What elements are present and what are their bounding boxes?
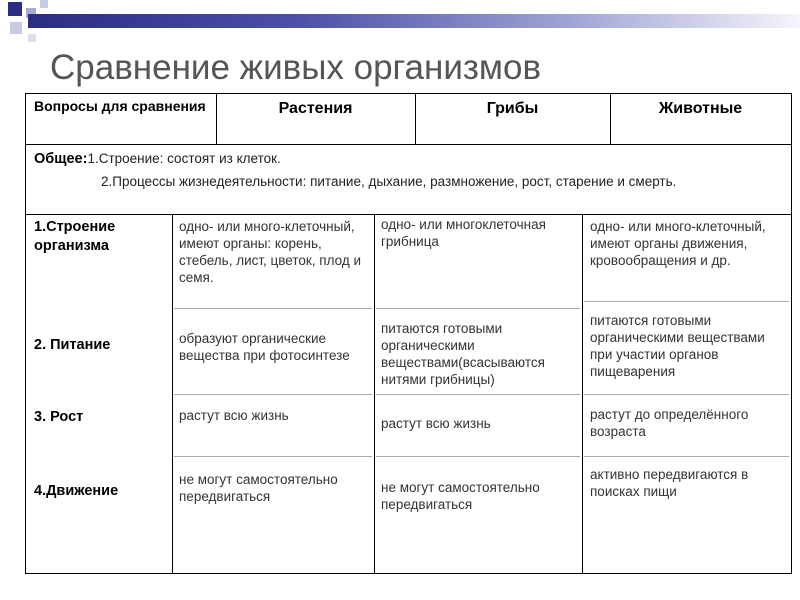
general-line-1: [34, 150, 784, 168]
cell-movement-fungi: не могут самостоятельно передвигаться: [381, 480, 540, 512]
row-divider: [26, 144, 791, 145]
cell-movement-plants: не могут самостоятельно передвигаться: [179, 472, 338, 504]
cell-growth-plants: растут всю жизнь: [179, 408, 289, 423]
general-item-2: 2.Процессы жизнедеятельности: питание, дыхание, размножение, рост, старение и смерть.: [101, 174, 677, 189]
col-divider: [582, 214, 583, 573]
row-divider: [26, 214, 791, 215]
cell-growth-animals: растут до определённого возраста: [590, 407, 749, 439]
header-band: [28, 14, 800, 28]
slide-title: Сравнение живых организмов: [50, 48, 542, 87]
cell-structure-animals: одно- или много-клеточный, имеют органы движения, кровообращения и др.: [590, 219, 766, 268]
row-label-growth: 3. Рост: [34, 409, 84, 425]
col-divider: [172, 214, 173, 573]
cell-nutrition-animals: питаются готовыми органическими веществами при участии органов пищеварения: [590, 313, 765, 379]
header-questions: Вопросы для сравнения: [34, 98, 206, 114]
comparison-table: [25, 93, 792, 574]
cell-movement-animals: активно передвигаются в поисках пищи: [590, 467, 749, 499]
header-fungi: Грибы: [486, 100, 539, 117]
general-label: Общее:: [34, 151, 88, 167]
cell-structure-plants: одно- или много-клеточный, имеют органы: корень, стебель, лист, цветок, плод и семя.: [179, 219, 362, 285]
general-item-1: 1.Строение: состоят из клеток.: [87, 151, 281, 166]
cell-structure-fungi: одно- или многоклеточная грибница: [381, 217, 546, 249]
row-label-nutrition: 2. Питание: [34, 337, 111, 353]
col-divider: [374, 214, 375, 573]
cell-nutrition-plants: образуют органические вещества при фотосинтезе: [179, 331, 350, 363]
header-plants: Растения: [278, 100, 353, 117]
row-label-movement: 4.Движение: [34, 483, 119, 499]
cell-nutrition-fungi: питаются готовыми органическими веществами(всасываются нитями грибницы): [381, 321, 545, 387]
row-label-structure: 1.Строение организма: [34, 219, 116, 254]
header-animals: Животные: [658, 100, 743, 117]
cell-growth-fungi: растут всю жизнь: [381, 416, 491, 431]
